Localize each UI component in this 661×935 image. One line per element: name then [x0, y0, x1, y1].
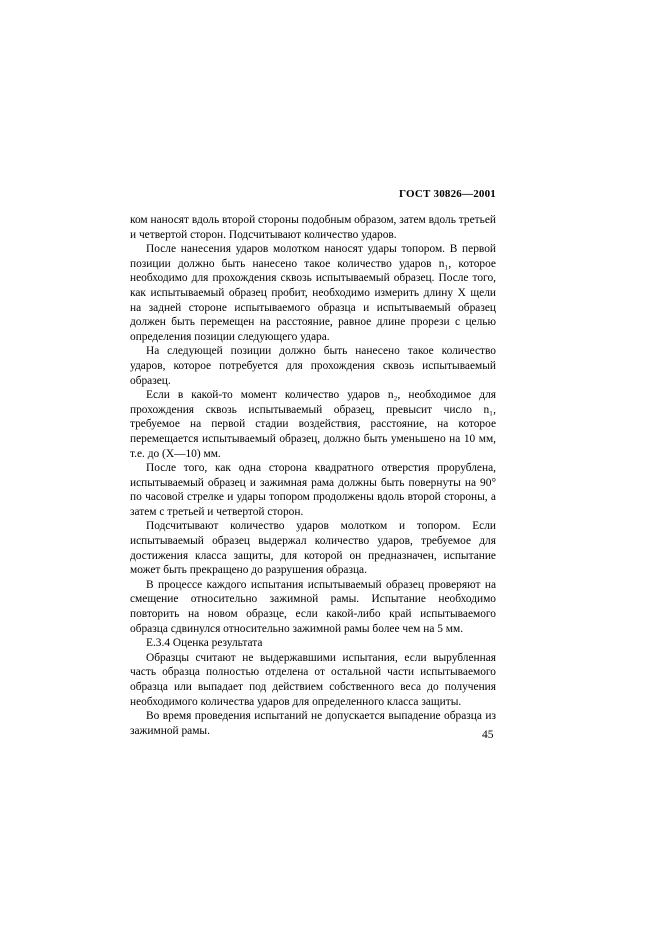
paragraph-continuation: ком наносят вдоль второй стороны подобным образом, затем вдоль третьей и четвертой сторон. Подсчитывают количество ударов.	[130, 214, 496, 241]
section-heading-evaluation: Е.3.4 Оценка результата	[146, 637, 263, 650]
paragraph-count-blows: Подсчитывают количество ударов молотком и топором. Если испытываемый образец выдержал количество ударов, требуемое для достижения класса защиты, для которой он предназначен, испытание может быть прекращено до разрушения образца.	[130, 520, 496, 577]
paragraph-failure-criteria: Образцы считают не выдержавшими испытания, если вырубленная часть образца полностью отделена от остальной части испытываемого образца или выпадает под действием собственного веса до получения необходимого количества ударов для определенного класса защиты.	[130, 651, 496, 708]
paragraph-next-position: На следующей позиции должно быть нанесено такое количество ударов, которое потребуется для прохождения сквозь испытываемый образец.	[130, 345, 496, 387]
paragraph-displacement-check: В процессе каждого испытания испытываемый образец проверяют на смещение относительно зажимной рамы. Испытание необходимо повторить на новом образце, если какой-либо край испытываемого образца сдвинулся относительно зажимной рамы более чем на 5 мм.	[130, 578, 496, 635]
paragraph-blow-count-exceeds: Если в какой-то момент количество ударов n₂, необходимое для прохождения сквозь испытываемый образец, превысит число n₁, требуемое на первой стадии воздействия, расстояние, на которое перемещается испытываемый образец, должно быть уменьшено на 10 мм, т.е. до (X—10) мм.	[130, 389, 496, 460]
paragraph-axe-blows: После нанесения ударов молотком наносят удары топором. В первой позиции должно быть нанесено такое количество ударов n₁, которое необходимо для прохождения сквозь испытываемый образец. После того, как испытываемый образец пробит, необходимо измерить длину X щели на задней стороне испытываемого образца и испытываемый образец должен быть перемещен на расстояние, равное длине прорези с целью определения позиции следующего удара.	[130, 243, 496, 343]
document-body	[130, 213, 496, 738]
page-number: 45	[482, 729, 494, 741]
document-header: ГОСТ 30826—2001	[399, 188, 496, 200]
paragraph-rotate-sample: После того, как одна сторона квадратного отверстия прорублена, испытываемый образец и зажимная рама должны быть повернуты на 90° по часовой стрелке и удары топором продолжены вдоль второй стороны, а затем с третьей и четвертой сторон.	[130, 462, 496, 518]
paragraph-no-fallout: Во время проведения испытаний не допускается выпадение образца из зажимной рамы.	[130, 710, 496, 737]
